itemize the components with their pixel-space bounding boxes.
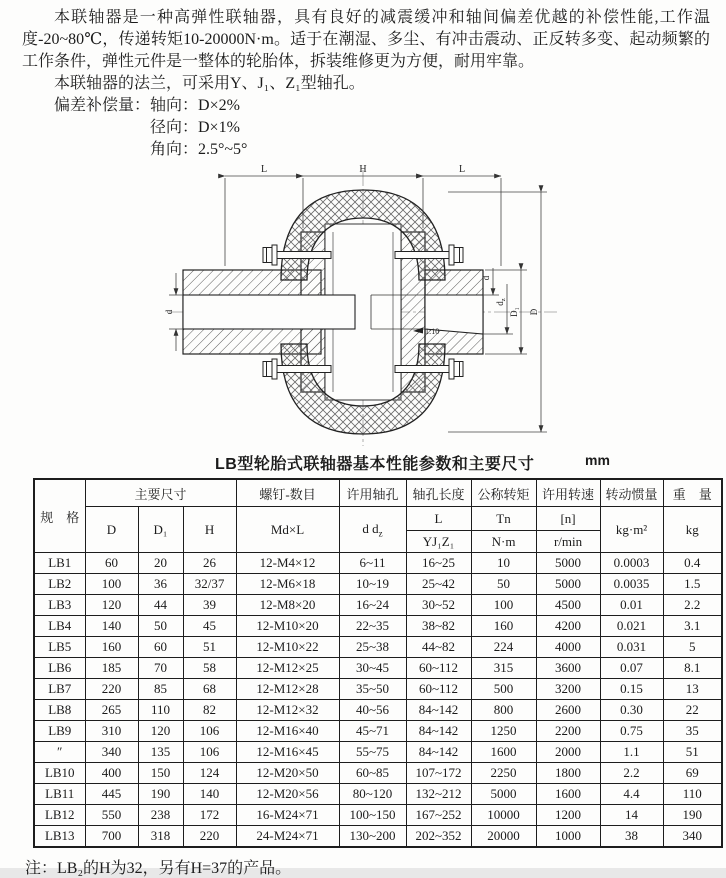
value-cell: 25~38 [339, 637, 406, 658]
col-header-main-dims: 主要尺寸 [85, 479, 236, 507]
value-cell: 202~352 [406, 826, 471, 848]
value-cell: 38~82 [406, 616, 471, 637]
table-row [34, 700, 722, 721]
value-cell: 120 [138, 721, 183, 742]
value-cell: 82 [183, 700, 236, 721]
value-cell: 1.5 [663, 574, 722, 595]
col-header-inertia: 转动惯量 [600, 479, 663, 507]
value-cell: 16~25 [406, 553, 471, 574]
value-cell: 12-M10×20 [236, 616, 339, 637]
value-cell: 20000 [471, 826, 536, 848]
value-cell: 1.1 [600, 742, 663, 763]
table-title: LB型轮胎式联轴器基本性能参数和主要尺寸 [215, 456, 535, 473]
subheader-speed-symbol: [n] [536, 507, 600, 531]
table-row [34, 658, 722, 679]
value-cell: 10~19 [339, 574, 406, 595]
value-cell: 69 [663, 763, 722, 784]
value-cell: 150 [138, 763, 183, 784]
compensation-label: 偏差补偿量： [54, 97, 151, 114]
value-cell: 2000 [536, 742, 600, 763]
value-cell: 35~50 [339, 679, 406, 700]
value-cell: 24-M24×71 [236, 826, 339, 848]
value-cell: 0.0035 [600, 574, 663, 595]
value-cell: 500 [471, 679, 536, 700]
value-cell: 0.30 [600, 700, 663, 721]
intro-section [0, 0, 726, 161]
dim-label-dz: $d_z$ [495, 298, 507, 306]
value-cell: 400 [85, 763, 138, 784]
spec-table-body [34, 553, 722, 848]
value-cell: 60~112 [406, 679, 471, 700]
value-cell: 100~150 [339, 805, 406, 826]
value-cell: 1250 [471, 721, 536, 742]
compensation-row-radial [150, 117, 710, 139]
value-cell: 25~42 [406, 574, 471, 595]
value-cell: 445 [85, 784, 138, 805]
value-cell: 800 [471, 700, 536, 721]
col-header-torque: 公称转矩 [471, 479, 536, 507]
value-cell: 100 [85, 574, 138, 595]
value-cell: 0.75 [600, 721, 663, 742]
value-cell: 51 [183, 637, 236, 658]
spec-cell: LB1 [34, 553, 85, 574]
value-cell: 140 [183, 784, 236, 805]
value-cell: 8.1 [663, 658, 722, 679]
spec-cell: LB12 [34, 805, 85, 826]
value-cell: 160 [471, 616, 536, 637]
value-cell: 140 [85, 616, 138, 637]
spec-cell: LB11 [34, 784, 85, 805]
value-cell: 84~142 [406, 742, 471, 763]
value-cell: 3200 [536, 679, 600, 700]
value-cell: 35 [663, 721, 722, 742]
value-cell: 12-M12×28 [236, 679, 339, 700]
compensation-angular: 角向：2.5°~5° [150, 141, 248, 158]
value-cell: 30~52 [406, 595, 471, 616]
table-row [34, 805, 722, 826]
footnote: 注：LB₂的H为32，另有H=37的产品。 [25, 860, 292, 877]
dim-label-d1: D₁ [509, 307, 519, 317]
spec-cell: LB3 [34, 595, 85, 616]
value-cell: 60~85 [339, 763, 406, 784]
col-header-weight: 重 量 [663, 479, 722, 507]
compensation-row-angular [150, 139, 710, 161]
spec-cell: LB7 [34, 679, 85, 700]
value-cell: 130~200 [339, 826, 406, 848]
value-cell: 110 [663, 784, 722, 805]
value-cell: 84~142 [406, 700, 471, 721]
value-cell: 1200 [536, 805, 600, 826]
value-cell: 100 [471, 595, 536, 616]
value-cell: 3.1 [663, 616, 722, 637]
value-cell: 5000 [536, 553, 600, 574]
value-cell: 0.021 [600, 616, 663, 637]
value-cell: 12-M20×50 [236, 763, 339, 784]
value-cell: 16-M24×71 [236, 805, 339, 826]
value-cell: 12-M12×32 [236, 700, 339, 721]
subheader-D1: D₁ [138, 507, 183, 553]
table-row [34, 784, 722, 805]
value-cell: 3600 [536, 658, 600, 679]
dim-label-l-right: L [458, 164, 466, 175]
table-row [34, 679, 722, 700]
value-cell: 60 [85, 553, 138, 574]
value-cell: 85 [138, 679, 183, 700]
subheader-torque-unit: N·m [471, 531, 536, 553]
value-cell: 10 [471, 553, 536, 574]
spec-cell: LB6 [34, 658, 85, 679]
value-cell: 110 [138, 700, 183, 721]
value-cell: 315 [471, 658, 536, 679]
value-cell: 84~142 [406, 721, 471, 742]
spec-cell: LB8 [34, 700, 85, 721]
value-cell: 220 [183, 826, 236, 848]
compensation-row-axial [54, 95, 710, 117]
value-cell: 12-M16×40 [236, 721, 339, 742]
spec-cell: LB5 [34, 637, 85, 658]
value-cell: 10000 [471, 805, 536, 826]
value-cell: 1600 [536, 784, 600, 805]
value-cell: 58 [183, 658, 236, 679]
value-cell: 5000 [536, 574, 600, 595]
spec-cell: LB4 [34, 616, 85, 637]
spec-cell: LB9 [34, 721, 85, 742]
table-row [34, 742, 722, 763]
table-row [34, 616, 722, 637]
dim-label-h: H [359, 164, 367, 175]
spec-table-wrap [33, 478, 712, 848]
value-cell: 310 [85, 721, 138, 742]
col-header-hole-length: 轴孔长度 [406, 479, 471, 507]
value-cell: 0.0003 [600, 553, 663, 574]
value-cell: 50 [471, 574, 536, 595]
value-cell: 1800 [536, 763, 600, 784]
value-cell: 700 [85, 826, 138, 848]
value-cell: 167~252 [406, 805, 471, 826]
value-cell: 60 [138, 637, 183, 658]
intro-paragraph-2: 本联轴器的法兰，可采用Y、J₁、Z₁型轴孔。 [54, 75, 365, 92]
subheader-torque-symbol: Tn [471, 507, 536, 531]
taper-label: 1:10 [425, 327, 440, 336]
coupling-drawing [163, 162, 563, 450]
value-cell: 2200 [536, 721, 600, 742]
subheader-D: D [85, 507, 138, 553]
spec-cell: LB13 [34, 826, 85, 848]
value-cell: 51 [663, 742, 722, 763]
value-cell: 5 [663, 637, 722, 658]
table-row [34, 553, 722, 574]
subheader-bore-types: YJ₁Z₁ [406, 531, 471, 553]
subheader-speed-unit: r/min [536, 531, 600, 553]
value-cell: 80~120 [339, 784, 406, 805]
left-shaft-bore [183, 295, 355, 329]
value-cell: 1600 [471, 742, 536, 763]
value-cell: 160 [85, 637, 138, 658]
value-cell: 12-M16×45 [236, 742, 339, 763]
value-cell: 190 [663, 805, 722, 826]
subheader-H: H [183, 507, 236, 553]
col-header-spec: 规 格 [34, 479, 85, 553]
value-cell: 50 [138, 616, 183, 637]
value-cell: 12-M12×25 [236, 658, 339, 679]
value-cell: 0.15 [600, 679, 663, 700]
value-cell: 2600 [536, 700, 600, 721]
value-cell: 224 [471, 637, 536, 658]
value-cell: 20 [138, 553, 183, 574]
compensation-axial: 轴向：D×2% [150, 97, 240, 114]
intro-paragraph-1: 本联轴器是一种高弹性联轴器，具有良好的减震缓冲和轴间偏差优越的补偿性能,工作温度-20~80℃，传递转矩10-20000N·m。适于在潮湿、多尘、有冲击震动、正反转多变、起动频繁的工作条件，弹性元件是一整体的轮胎体，拆装维修更为方便，耐用牢靠。 [22, 9, 710, 70]
value-cell: 39 [183, 595, 236, 616]
value-cell: 340 [663, 826, 722, 848]
subheader-inertia-unit: kg·m² [600, 507, 663, 553]
value-cell: 45~71 [339, 721, 406, 742]
table-row [34, 595, 722, 616]
value-cell: 40~56 [339, 700, 406, 721]
col-header-screws: 螺钉-数目 [236, 479, 339, 507]
compensation-radial: 径向：D×1% [150, 119, 240, 136]
value-cell: 60~112 [406, 658, 471, 679]
spec-cell: ″ [34, 742, 85, 763]
table-row [34, 637, 722, 658]
value-cell: 32/37 [183, 574, 236, 595]
value-cell: 4.4 [600, 784, 663, 805]
dim-label-D: D [529, 308, 539, 316]
value-cell: 0.4 [663, 553, 722, 574]
value-cell: 4200 [536, 616, 600, 637]
value-cell: 2.2 [600, 763, 663, 784]
coupling-diagram [0, 161, 726, 451]
value-cell: 4000 [536, 637, 600, 658]
value-cell: 238 [138, 805, 183, 826]
subheader-weight-unit: kg [663, 507, 722, 553]
value-cell: 135 [138, 742, 183, 763]
subheader-bore-symbols [339, 507, 406, 553]
table-row [34, 763, 722, 784]
value-cell: 6~11 [339, 553, 406, 574]
value-cell: 12-M20×56 [236, 784, 339, 805]
value-cell: 0.01 [600, 595, 663, 616]
value-cell: 107~172 [406, 763, 471, 784]
value-cell: 44 [138, 595, 183, 616]
value-cell: 70 [138, 658, 183, 679]
value-cell: 12-M10×22 [236, 637, 339, 658]
subheader-screw-size: Md×L [236, 507, 339, 553]
value-cell: 30~45 [339, 658, 406, 679]
value-cell: 68 [183, 679, 236, 700]
value-cell: 106 [183, 742, 236, 763]
value-cell: 190 [138, 784, 183, 805]
dim-label-d-left: d [164, 309, 174, 315]
value-cell: 172 [183, 805, 236, 826]
value-cell: 12-M8×20 [236, 595, 339, 616]
col-header-speed: 许用转速 [536, 479, 600, 507]
value-cell: 0.031 [600, 637, 663, 658]
value-cell: 12-M4×12 [236, 553, 339, 574]
value-cell: 22~35 [339, 616, 406, 637]
value-cell: 38 [600, 826, 663, 848]
value-cell: 106 [183, 721, 236, 742]
value-cell: 185 [85, 658, 138, 679]
value-cell: 4500 [536, 595, 600, 616]
value-cell: 16~24 [339, 595, 406, 616]
value-cell: 26 [183, 553, 236, 574]
value-cell: 13 [663, 679, 722, 700]
value-cell: 22 [663, 700, 722, 721]
value-cell: 265 [85, 700, 138, 721]
bore-symbol-sub: z [378, 528, 383, 539]
table-row [34, 826, 722, 848]
value-cell: 1000 [536, 826, 600, 848]
value-cell: 0.07 [600, 658, 663, 679]
value-cell: 55~75 [339, 742, 406, 763]
bore-symbol-main: d d [362, 520, 379, 536]
value-cell: 340 [85, 742, 138, 763]
value-cell: 318 [138, 826, 183, 848]
table-row [34, 721, 722, 742]
value-cell: 45 [183, 616, 236, 637]
col-header-bore: 许用轴孔 [339, 479, 406, 507]
value-cell: 44~82 [406, 637, 471, 658]
value-cell: 550 [85, 805, 138, 826]
value-cell: 5000 [471, 784, 536, 805]
value-cell: 124 [183, 763, 236, 784]
table-row [34, 574, 722, 595]
table-title-row [0, 451, 726, 473]
table-unit-label: mm [585, 452, 610, 468]
subheader-length-symbol: L [406, 507, 471, 531]
value-cell: 12-M6×18 [236, 574, 339, 595]
value-cell: 2250 [471, 763, 536, 784]
value-cell: 36 [138, 574, 183, 595]
value-cell: 132~212 [406, 784, 471, 805]
dim-label-d-right: d [481, 275, 491, 281]
value-cell: 120 [85, 595, 138, 616]
dim-label-l-left: L [260, 164, 268, 175]
spec-table [33, 478, 723, 848]
spec-cell: LB2 [34, 574, 85, 595]
value-cell: 14 [600, 805, 663, 826]
spec-cell: LB10 [34, 763, 85, 784]
value-cell: 220 [85, 679, 138, 700]
value-cell: 2.2 [663, 595, 722, 616]
